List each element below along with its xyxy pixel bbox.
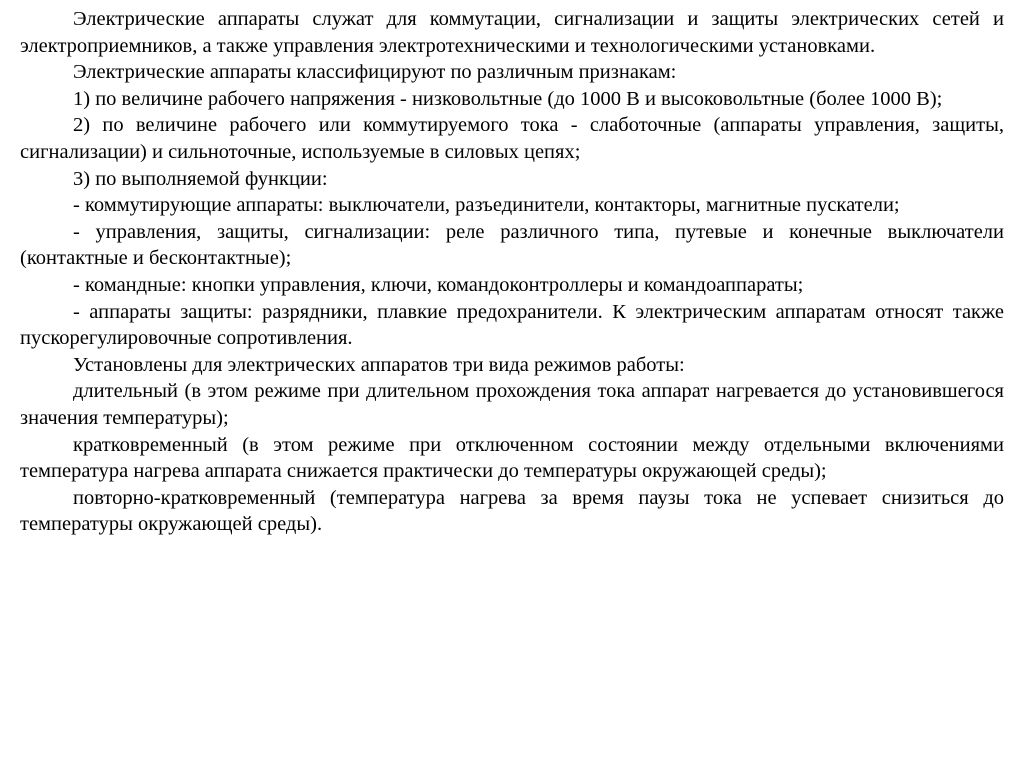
- paragraph-continuous: длительный (в этом режиме при длительном прохождения тока аппарат нагревается до установившегося значения температуры);: [20, 380, 1004, 429]
- paragraph-current: 2) по величине рабочего или коммутируемого тока - слаботочные (аппараты управления, защиты, сигнализации) и сильноточные, используемые в силовых цепях;: [20, 114, 1004, 163]
- paragraph-classification: Электрические аппараты классифицируют по различным признакам:: [73, 61, 677, 84]
- document-body: [20, 6, 1004, 538]
- paragraph-intro: Электрические аппараты служат для коммутации, сигнализации и защиты электрических сетей и электроприемников, а также управления электротехническими и технологическими установками.: [20, 8, 1004, 57]
- paragraph-voltage: 1) по величине рабочего напряжения - низковольтные (до 1000 В и высоковольтные (более 1000 В);: [73, 87, 943, 110]
- paragraph-protection: - аппараты защиты: разрядники, плавкие предохранители. К электрическим аппаратам относят также пускорегулировочные сопротивления.: [20, 300, 1004, 350]
- paragraph-function: 3) по выполняемой функции:: [73, 167, 328, 190]
- paragraph-modes: Установлены для электрических аппаратов три вида режимов работы:: [73, 353, 685, 376]
- paragraph-command: - командные: кнопки управления, ключи, командоконтроллеры и командоаппараты;: [73, 273, 804, 296]
- paragraph-control-protection: - управления, защиты, сигнализации: реле различного типа, путевые и конечные выключатели (контактные и бесконтактные);: [20, 220, 1004, 270]
- paragraph-switching: - коммутирующие аппараты: выключатели, разъединители, контакторы, магнитные пускатели;: [73, 194, 900, 217]
- paragraph-short-term: кратковременный (в этом режиме при отключенном состоянии между отдельными включениями температура нагрева аппарата снижается практически до температуры окружающей среды);: [20, 433, 1004, 483]
- paragraph-intermittent: повторно-кратковременный (температура нагрева за время паузы тока не успевает снизиться до температуры окружающей среды).: [20, 486, 1004, 536]
